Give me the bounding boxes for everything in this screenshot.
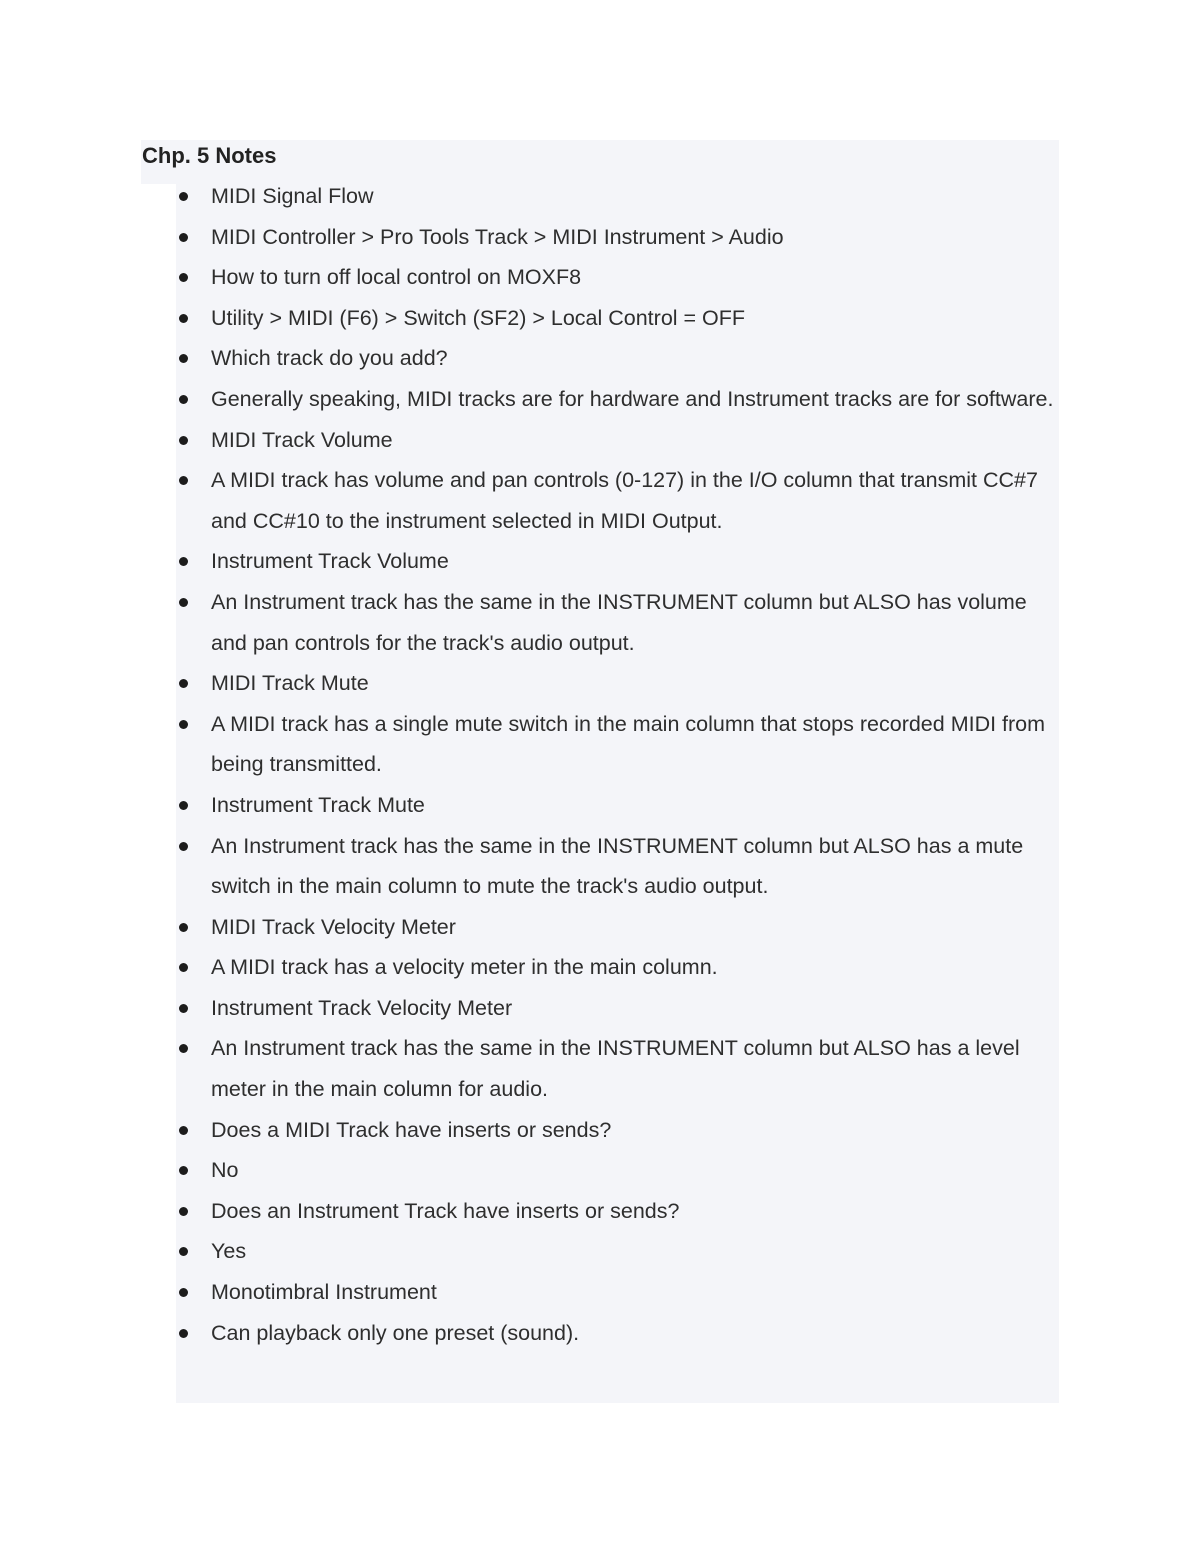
bullet-icon (179, 1004, 188, 1013)
bullet-icon (179, 1288, 188, 1297)
list-item-text: Which track do you add? (211, 346, 448, 371)
list-item-text: How to turn off local control on MOXF8 (211, 265, 582, 290)
list-item (176, 1028, 1056, 1109)
bullet-icon (179, 598, 188, 607)
bullet-icon (179, 436, 188, 445)
bullet-icon (179, 1247, 188, 1256)
bullet-icon (179, 1329, 188, 1338)
list-item-text: MIDI Track Volume (211, 427, 393, 452)
list-item-text: Instrument Track Mute (211, 792, 425, 817)
bullet-icon (179, 720, 188, 729)
bullet-icon (179, 801, 188, 810)
list-item-text: Utility > MIDI (F6) > Switch (SF2) > Local Control = OFF (211, 305, 746, 330)
list-item (176, 1313, 1056, 1354)
list-item (176, 217, 1056, 258)
list-item-text: Does a MIDI Track have inserts or sends? (211, 1117, 612, 1142)
list-item (176, 541, 1056, 582)
bullet-icon (179, 314, 188, 323)
bullet-icon (179, 1044, 188, 1053)
list-item (176, 1110, 1056, 1151)
bullet-icon (179, 963, 188, 972)
list-item-text: Instrument Track Volume (211, 549, 449, 574)
list-item-text: A MIDI track has volume and pan controls (0-127) in the I/O column that transmit CC#7 and CC#10 to the instrument selected in MIDI Output. (211, 468, 1038, 533)
list-item (176, 1272, 1056, 1313)
list-item-text: An Instrument track has the same in the INSTRUMENT column but ALSO has volume and pan controls for the track's audio output. (211, 589, 1027, 655)
list-item (176, 826, 1056, 907)
bullet-icon (179, 1207, 188, 1216)
list-item (176, 298, 1056, 339)
list-item (176, 1191, 1056, 1232)
list-item (176, 1231, 1056, 1272)
list-item-text: Yes (211, 1239, 247, 1264)
list-item-text: Monotimbral Instrument (211, 1280, 437, 1305)
notes-list (176, 176, 1056, 1353)
bullet-icon (179, 354, 188, 363)
list-item (176, 785, 1056, 826)
list-item (176, 1150, 1056, 1191)
list-item-text: Does an Instrument Track have inserts or sends? (211, 1198, 680, 1223)
list-item (176, 257, 1056, 298)
list-item-text: A MIDI track has a single mute switch in the main column that stops recorded MIDI from being transmitted. (211, 711, 1046, 777)
bullet-icon (179, 395, 188, 404)
list-item-text: A MIDI track has a velocity meter in the main column. (211, 955, 718, 980)
list-item-text: Can playback only one preset (sound). (211, 1320, 580, 1345)
list-item (176, 338, 1056, 379)
list-item (176, 988, 1056, 1029)
list-item (176, 420, 1056, 461)
bullet-icon (179, 1126, 188, 1135)
list-item (176, 582, 1056, 663)
bullet-icon (179, 557, 188, 566)
list-item (176, 663, 1056, 704)
bullet-icon (179, 476, 188, 485)
list-item (176, 460, 1056, 541)
bullet-icon (179, 842, 188, 851)
bullet-icon (179, 273, 188, 282)
list-item (176, 907, 1056, 948)
document-title: Chp. 5 Notes (142, 143, 277, 168)
list-item-text: No (211, 1158, 239, 1183)
list-item (176, 379, 1056, 420)
bullet-icon (179, 923, 188, 932)
bullet-icon (179, 192, 188, 201)
list-item-text: MIDI Track Velocity Meter (211, 914, 456, 939)
list-item-text: Instrument Track Velocity Meter (211, 995, 513, 1020)
list-item-text: MIDI Track Mute (211, 671, 369, 696)
list-item-text: An Instrument track has the same in the INSTRUMENT column but ALSO has a mute switch in the main column to mute the track's audio output. (211, 833, 1024, 899)
list-item (176, 704, 1056, 785)
list-item-text: MIDI Controller > Pro Tools Track > MIDI Instrument > Audio (211, 224, 784, 249)
list-item-text: Generally speaking, MIDI tracks are for hardware and Instrument tracks are for software. (211, 386, 1054, 411)
list-item (176, 176, 1056, 217)
list-item-text: MIDI Signal Flow (211, 184, 374, 208)
list-item-text: An Instrument track has the same in the INSTRUMENT column but ALSO has a level meter in the main column for audio. (211, 1036, 1020, 1102)
bullet-icon (179, 1166, 188, 1175)
list-item (176, 947, 1056, 988)
bullet-icon (179, 233, 188, 242)
bullet-icon (179, 679, 188, 688)
